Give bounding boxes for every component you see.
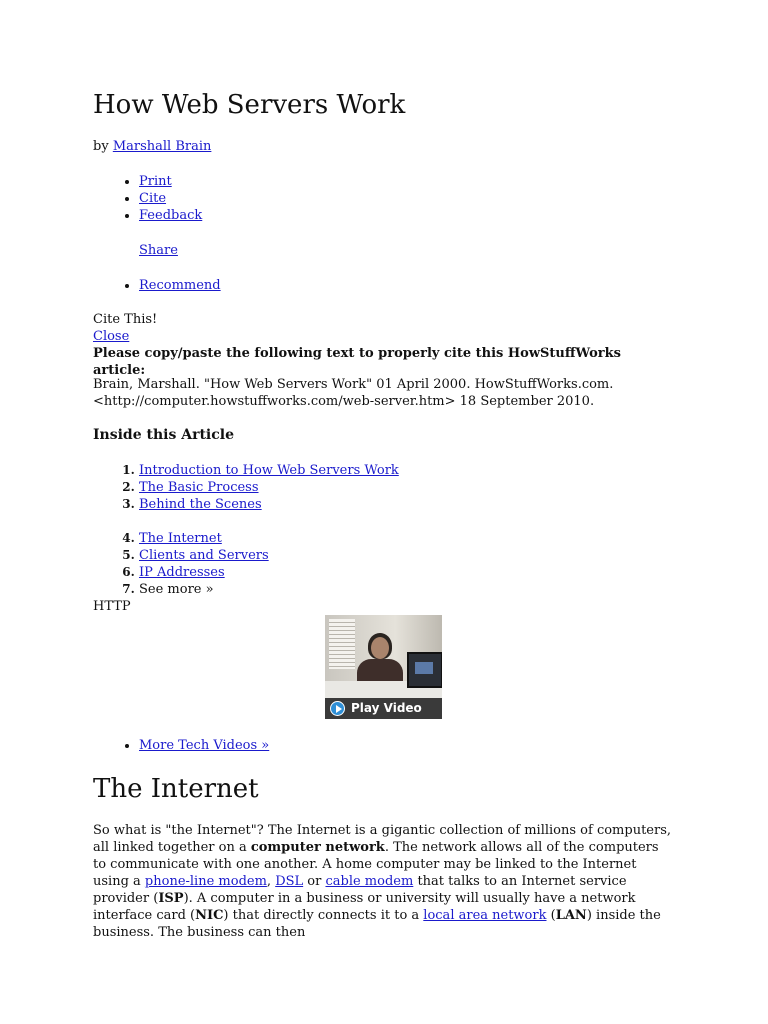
- recommend-list: [93, 277, 221, 294]
- presenter-face: [371, 637, 389, 659]
- tools-list: [93, 173, 202, 224]
- play-icon: [330, 701, 345, 716]
- citation-line-1: Brain, Marshall. "How Web Servers Work" 01 April 2000. HowStuffWorks.com.: [93, 377, 614, 392]
- recommend-link[interactable]: Recommend: [139, 278, 221, 293]
- toc-item: [139, 462, 399, 479]
- cite-panel: [93, 311, 673, 378]
- http-label: HTTP: [93, 599, 131, 614]
- citation-line-2: <http://computer.howstuffworks.com/web-server.htm> 18 September 2010.: [93, 394, 595, 409]
- text: ) that directly connects it to a: [223, 908, 424, 923]
- article-title: How Web Servers Work: [93, 90, 406, 120]
- toc-link-clients-servers[interactable]: Clients and Servers: [139, 548, 269, 563]
- author-link[interactable]: Marshall Brain: [112, 139, 212, 154]
- toc-see-more[interactable]: See more »: [139, 582, 214, 597]
- byline: [93, 138, 211, 155]
- cite-heading: Cite This!: [93, 312, 158, 327]
- byline-prefix: by: [93, 139, 109, 154]
- toc-item: [139, 479, 399, 496]
- list-item: [139, 190, 202, 207]
- cite-close-link[interactable]: Close: [93, 329, 130, 344]
- cite-link[interactable]: Cite: [139, 191, 167, 206]
- toc-link-ip-addresses[interactable]: IP Addresses: [139, 565, 225, 580]
- toc-item: [139, 496, 399, 513]
- laptop-icon: [407, 652, 442, 688]
- toc-item: [139, 530, 269, 547]
- list-item: [139, 737, 269, 754]
- play-video-label: Play Video: [351, 701, 422, 715]
- phone-line-modem-link[interactable]: phone-line modem: [144, 874, 267, 889]
- feedback-link[interactable]: Feedback: [139, 208, 203, 223]
- toc-heading: Inside this Article: [93, 427, 234, 443]
- section-heading: The Internet: [93, 774, 259, 804]
- list-item: [139, 277, 221, 294]
- toc-link-introduction[interactable]: Introduction to How Web Servers Work: [139, 463, 399, 478]
- toc-item: [139, 581, 269, 598]
- dsl-link[interactable]: DSL: [275, 874, 304, 889]
- toc-link-behind-scenes[interactable]: Behind the Scenes: [139, 497, 262, 512]
- toc-list: [93, 462, 399, 513]
- cable-modem-link[interactable]: cable modem: [325, 874, 414, 889]
- share-link[interactable]: Share: [139, 243, 178, 258]
- section-paragraph: [93, 822, 673, 941]
- local-area-network-link[interactable]: local area network: [423, 908, 547, 923]
- citation-text: [93, 376, 633, 410]
- cite-instructions: Please copy/paste the following text to properly cite this HowStuffWorks article:: [93, 346, 621, 378]
- text: . The network allows all of the computers to communicate with one another. A home computer may be linked to the Internet using a: [93, 840, 659, 889]
- toc-link-basic-process[interactable]: The Basic Process: [139, 480, 259, 495]
- toc-list-continued: [93, 530, 269, 598]
- more-tech-videos-link[interactable]: More Tech Videos »: [139, 738, 270, 753]
- text: or: [303, 874, 326, 889]
- toc-item: [139, 547, 269, 564]
- toc-item: [139, 564, 269, 581]
- text: So what is "the Internet"? The Internet is a gigantic collection of millions of computers, all linked together on a: [93, 823, 672, 855]
- text: ,: [266, 874, 276, 889]
- text: that talks to an Internet service provider (: [93, 874, 627, 906]
- text: ) inside the business. The business can then: [93, 908, 661, 940]
- video-thumbnail[interactable]: [325, 615, 442, 719]
- print-link[interactable]: Print: [139, 174, 172, 189]
- bold-term: LAN: [555, 908, 587, 923]
- text: ). A computer in a business or university will usually have a network interface card (: [93, 891, 636, 923]
- play-video-button[interactable]: [325, 698, 442, 719]
- bold-term: ISP: [158, 891, 184, 906]
- bold-term: NIC: [195, 908, 224, 923]
- more-videos-list: [93, 737, 269, 754]
- list-item: [139, 173, 202, 190]
- toc-link-internet[interactable]: The Internet: [139, 531, 222, 546]
- text: (: [546, 908, 556, 923]
- list-item: [139, 207, 202, 224]
- bold-term: computer network: [250, 840, 385, 855]
- window-blinds: [329, 619, 355, 669]
